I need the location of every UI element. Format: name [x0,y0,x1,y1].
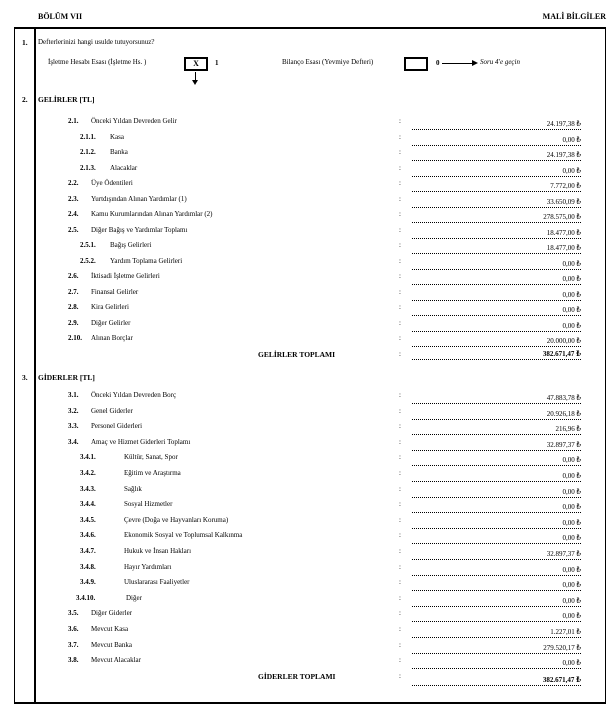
row-value-field[interactable]: 0,00 ₺ [412,167,581,177]
row-value-field[interactable]: 216,96 ₺ [412,425,581,435]
colon: : [399,256,401,265]
row-number: 2.3. [68,194,79,203]
option-bilanco-checkbox[interactable] [404,57,428,71]
colon: : [399,437,401,446]
row-number: 3.4.4. [80,500,96,509]
arrow-right-line-icon [442,63,472,64]
row-number: 3.4.10. [76,593,96,602]
row-label: Alacaklar [110,163,138,172]
row-number: 3.4.2. [80,469,96,477]
row-value-field[interactable]: 0,00 ₺ [412,322,581,332]
colon: : [399,562,401,571]
colon: : [399,287,401,296]
row-label: Önceki Yıldan Devreden Borç [91,391,177,399]
row-value-field[interactable]: 0,00 ₺ [412,597,581,607]
row-number: 2.1. [68,117,79,125]
row-value-field[interactable]: 0,00 ₺ [412,566,581,576]
row-value-field[interactable]: 0,00 ₺ [412,519,581,529]
section-2-number: 2. [22,95,28,104]
row-value-field[interactable]: 24.197,38 ₺ [412,120,581,130]
colon: : [399,453,401,462]
row-value-field[interactable]: 0,00 ₺ [412,260,581,270]
row-label: Kamu Kurumlarından Alınan Yardımlar (2) [91,210,213,218]
row-value-field[interactable]: 7.772,00 ₺ [412,182,581,192]
form-frame-right [605,27,606,703]
colon: : [399,179,401,187]
option-bilanco-label: Bilanço Esası (Yevmiye Defteri) [282,58,374,66]
form-frame-bottom [14,702,606,704]
row-number: 3.1. [68,391,79,399]
row-value-field[interactable]: 279.520,17 ₺ [412,644,581,654]
row-number: 3.7. [68,640,79,649]
colon: : [399,640,401,649]
row-number: 2.8. [68,303,79,311]
row-number: 2.7. [68,287,79,296]
colon: : [399,531,401,540]
colon: : [399,515,401,524]
row-number: 3.4.5. [80,515,96,524]
colon: : [399,672,401,680]
row-label: Çevre (Doğa ve Hayvanları Koruma) [124,515,229,524]
colon: : [399,484,401,493]
row-number: 3.4.6. [80,531,96,540]
row-label: Üye Ödentileri [91,179,133,187]
colon: : [399,391,401,399]
colon: : [399,148,401,156]
row-label: Alınan Borçlar [91,334,133,342]
row-label: Sosyal Hizmetler [124,500,173,509]
row-value-field[interactable]: 0,00 ₺ [412,136,581,146]
colon: : [399,593,401,602]
row-label: Eğitim ve Araştırma [124,469,181,477]
colon: : [399,469,401,477]
row-value-field[interactable]: 0,00 ₺ [412,503,581,513]
row-number: 3.3. [68,422,79,431]
option-bilanco-note: Soru 4'e geçin [480,58,520,66]
row-number: 3.4.3. [80,484,96,493]
option-isletme-checkbox[interactable]: X [184,57,208,71]
colon: : [399,406,401,415]
section-3-number: 3. [22,373,28,382]
question-1-text: Defterlerinizi hangi usulde tutuyorsunuz? [38,38,155,46]
row-label: Sağlık [124,484,142,493]
colon: : [399,272,401,280]
row-label: Ekonomik Sosyal ve Toplumsal Kalkınma [124,531,243,540]
option-isletme-code: 1 [215,59,219,67]
giderler-total-label: GİDERLER TOPLAMI [258,672,336,681]
giderler-total-value: 382.671,47 ₺ [412,676,581,686]
row-value-field[interactable]: 0,00 ₺ [412,456,581,466]
form-frame-left [14,27,15,703]
row-label: Önceki Yıldan Devreden Gelir [91,117,177,125]
colon: : [399,422,401,431]
colon: : [399,625,401,633]
arrow-right-icon [472,60,478,66]
row-number: 3.4.1. [80,453,96,462]
row-label: Kasa [110,132,124,141]
row-number: 2.5.2. [80,256,96,265]
section-3-title: GİDERLER [TL] [38,373,95,382]
colon: : [399,210,401,218]
row-number: 2.1.1. [80,132,96,141]
section-heading: BÖLÜM VII [38,12,83,21]
row-value-field[interactable]: 18.477,00 ₺ [412,244,581,254]
row-value-field[interactable]: 1.227,01 ₺ [412,628,581,638]
colon: : [399,194,401,203]
row-label: Genel Giderler [91,406,133,415]
row-value-field[interactable]: 0,00 ₺ [412,275,581,285]
row-number: 2.10. [68,334,82,342]
row-value-field[interactable]: 33.650,09 ₺ [412,198,581,208]
row-number: 3.4. [68,437,79,446]
row-value-field[interactable]: 32.897,37 ₺ [412,441,581,451]
row-number: 3.2. [68,406,79,415]
section-2-title: GELİRLER [TL] [38,95,95,104]
colon: : [399,241,401,249]
option-bilanco-code: 0 [436,59,440,67]
row-value-field[interactable]: 32.897,37 ₺ [412,550,581,560]
colon: : [399,318,401,327]
row-label: Diğer Giderler [91,609,133,618]
question-1-number: 1. [22,38,28,47]
row-value-field[interactable]: 0,00 ₺ [412,306,581,316]
row-number: 2.6. [68,272,79,280]
row-label: Yurtdışından Alınan Yardımlar (1) [91,194,187,203]
row-label: Kültür, Sanat, Spor [124,453,178,462]
row-value-field[interactable]: 0,00 ₺ [412,291,581,301]
row-label: Diğer Gelirler [91,318,131,327]
row-value-field[interactable]: 0,00 ₺ [412,488,581,498]
page-category-heading: MALİ BİLGİLER [542,12,606,21]
row-label: Personel Giderleri [91,422,143,431]
gelirler-total-value: 382.671,47 ₺ [412,350,581,360]
row-value-field[interactable]: 0,00 ₺ [412,612,581,622]
row-value-field[interactable]: 278.575,00 ₺ [412,213,581,223]
colon: : [399,303,401,311]
option-isletme-label: İşletme Hesabı Esası (İşletme Hs. ) [48,58,147,66]
row-label: Mevcut Kasa [91,625,129,633]
row-value-field[interactable]: 47.883,78 ₺ [412,394,581,404]
row-label: Mevcut Banka [91,640,133,649]
row-number: 2.2. [68,179,79,187]
row-value-field[interactable]: 0,00 ₺ [412,581,581,591]
row-value-field[interactable]: 24.197,38 ₺ [412,151,581,161]
row-label: Uluslararası Faaliyetler [124,578,190,587]
row-number: 3.6. [68,625,79,633]
form-frame-divider [34,27,36,703]
colon: : [399,117,401,125]
row-number: 2.4. [68,210,79,218]
row-number: 3.4.9. [80,578,96,587]
gelirler-total-label: GELİRLER TOPLAMI [258,350,336,359]
row-number: 2.1.2. [80,148,96,156]
colon: : [399,609,401,618]
row-label: İktisadi İşletme Gelirleri [91,272,160,280]
row-label: Banka [110,148,128,156]
colon: : [399,132,401,141]
row-label: Kira Gelirleri [91,303,129,311]
colon: : [399,547,401,555]
form-frame-top [14,27,606,29]
row-label: Bağış Gelirleri [110,241,152,249]
colon: : [399,578,401,587]
row-value-field[interactable]: 0,00 ₺ [412,534,581,544]
row-value-field[interactable]: 0,00 ₺ [412,659,581,669]
row-label: Hukuk ve İnsan Hakları [124,547,192,555]
row-label: Mevcut Alacaklar [91,656,141,665]
row-number: 3.5. [68,609,79,618]
row-label: Diğer [126,593,142,602]
row-value-field[interactable]: 20.000,00 ₺ [412,337,581,347]
row-number: 2.5.1. [80,241,96,249]
row-label: Finansal Gelirler [91,287,139,296]
colon: : [399,334,401,342]
colon: : [399,500,401,509]
row-value-field[interactable]: 0,00 ₺ [412,472,581,482]
row-value-field[interactable]: 18.477,00 ₺ [412,229,581,239]
row-label: Amaç ve Hizmet Giderleri Toplamı [91,437,191,446]
colon: : [399,163,401,172]
row-number: 3.8. [68,656,79,665]
row-number: 3.4.8. [80,562,96,571]
colon: : [399,656,401,665]
row-label: Hayır Yardımları [124,562,172,571]
row-number: 2.1.3. [80,163,96,172]
colon: : [399,225,401,234]
row-label: Diğer Bağış ve Yardımlar Toplamı [91,225,188,234]
row-value-field[interactable]: 20.926,18 ₺ [412,410,581,420]
row-number: 3.4.7. [80,547,96,555]
row-number: 2.5. [68,225,79,234]
row-label: Yardım Toplama Gelirleri [110,256,183,265]
colon: : [399,350,401,358]
row-number: 2.9. [68,318,79,327]
arrow-down-head-icon [192,80,198,85]
